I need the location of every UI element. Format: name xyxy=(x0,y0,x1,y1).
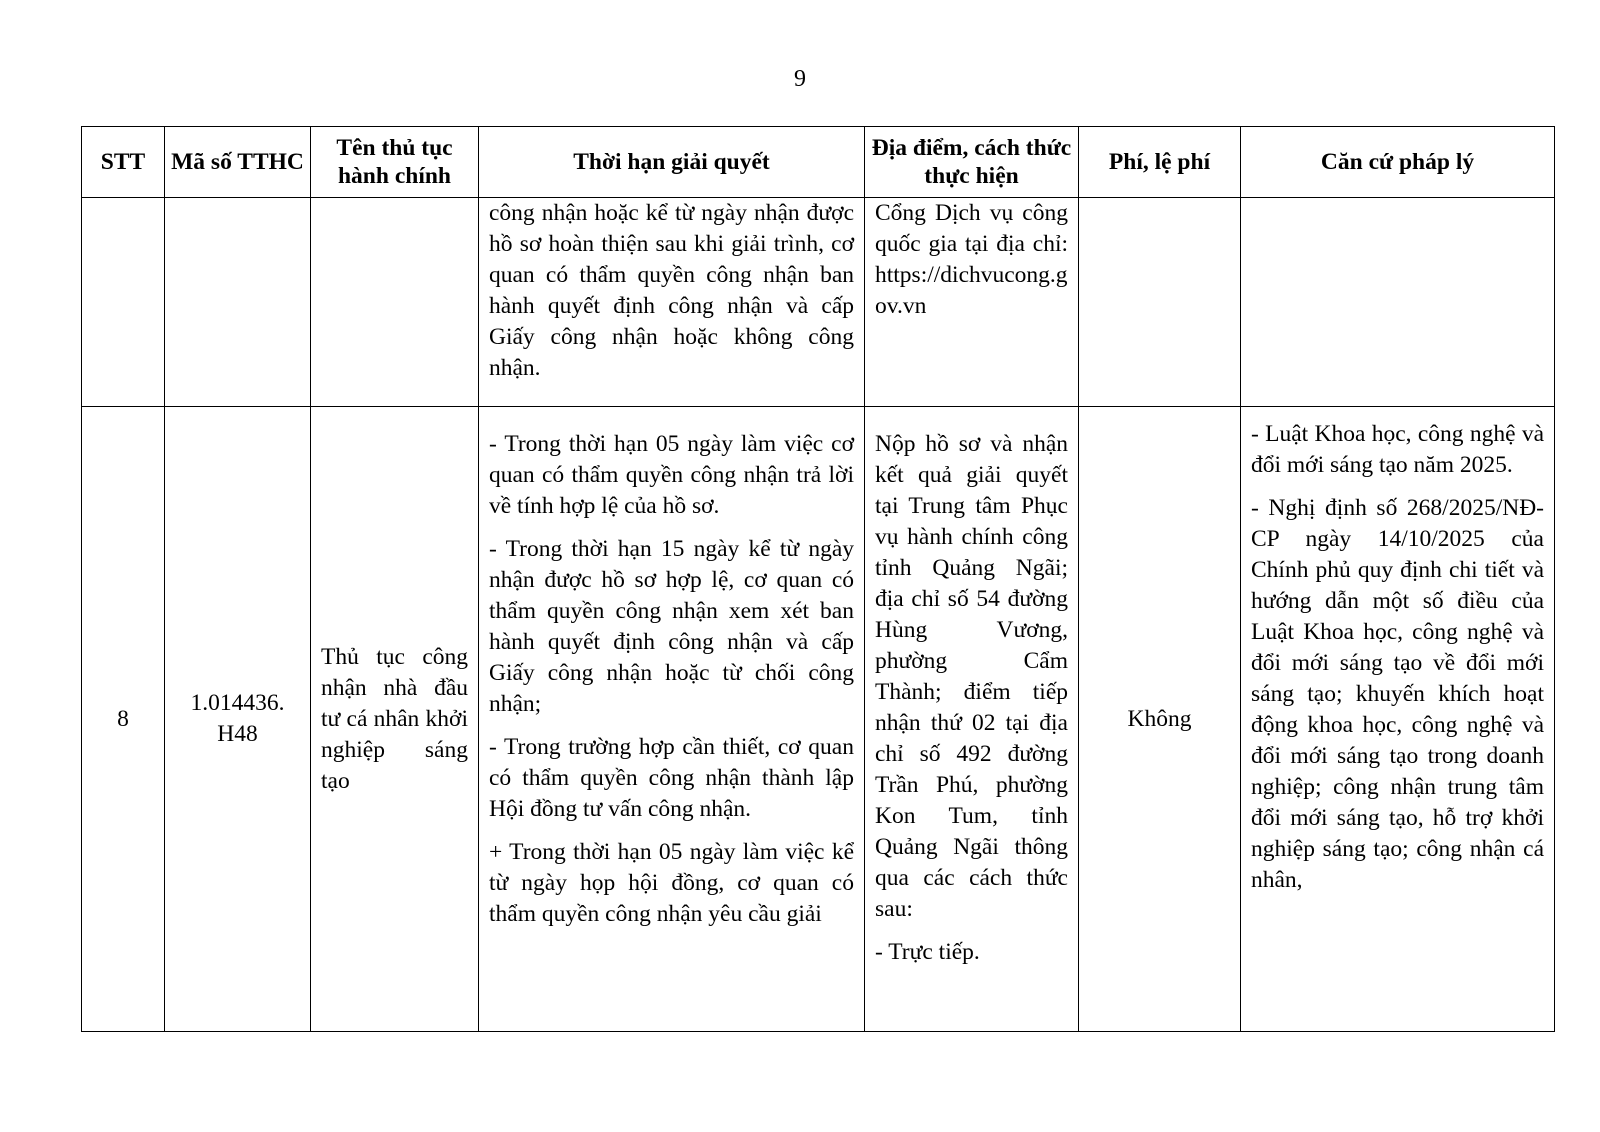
header-name: Tên thủ tục hành chính xyxy=(311,127,479,198)
cell-location: Cổng Dịch vụ công quốc gia tại địa chỉ: https://dichvucong.gov.vn xyxy=(865,198,1079,407)
header-stt: STT xyxy=(82,127,165,198)
cell-fee: Không xyxy=(1079,407,1241,1032)
cell-code xyxy=(165,198,311,407)
cell-code: 1.014436. H48 xyxy=(165,407,311,1032)
table-row-continued xyxy=(82,198,1555,407)
location-item: Nộp hồ sơ và nhận kết quả giải quyết tại Trung tâm Phục vụ hành chính công tỉnh Quảng Ngãi; địa chỉ số 54 đường Hùng Vương, phường Cẩm Thành; điểm tiếp nhận thứ 02 tại địa chỉ số 492 đường Trần Phú, phường Kon Tum, tỉnh Quảng Ngãi thông qua các cách thức sau: xyxy=(875,431,1068,922)
deadline-item: - Trong trường hợp cần thiết, cơ quan có thẩm quyền công nhận thành lập Hội đồng tư vấn công nhận. xyxy=(489,734,854,822)
legal-item: - Luật Khoa học, công nghệ và đổi mới sáng tạo năm 2025. xyxy=(1251,421,1544,478)
location-item: - Trực tiếp. xyxy=(875,939,980,965)
cell-location xyxy=(865,407,1079,1032)
deadline-item: - Trong thời hạn 15 ngày kể từ ngày nhận được hồ sơ hợp lệ, cơ quan có thẩm quyền công nhận xem xét ban hành quyết định công nhận và cấp Giấy công nhận hoặc từ chối công nhận; xyxy=(489,536,854,717)
table-header-row xyxy=(82,127,1555,198)
cell-deadline: công nhận hoặc kể từ ngày nhận được hồ sơ hoàn thiện sau khi giải trình, cơ quan có thẩm quyền công nhận ban hành quyết định công nhận và cấp Giấy công nhận hoặc không công nhận. xyxy=(479,198,865,407)
deadline-item: + Trong thời hạn 05 ngày làm việc kể từ ngày họp hội đồng, cơ quan có thẩm quyền công nhận yêu cầu giải xyxy=(489,839,854,927)
cell-stt: 8 xyxy=(82,407,165,1032)
cell-stt xyxy=(82,198,165,407)
cell-legal xyxy=(1241,198,1555,407)
legal-item: - Nghị định số 268/2025/NĐ-CP ngày 14/10/2025 của Chính phủ quy định chi tiết và hướng dẫn một số điều của Luật Khoa học, công nghệ và đổi mới sáng tạo về đổi mới sáng tạo; khuyến khích hoạt động khoa học, công nghệ và đổi mới sáng tạo trong doanh nghiệp; công nhận trung tâm đổi mới sáng tạo, hỗ trợ khởi nghiệp sáng tạo; công nhận cá nhân, xyxy=(1251,495,1544,893)
header-legal: Căn cứ pháp lý xyxy=(1241,127,1555,198)
cell-legal xyxy=(1241,407,1555,1032)
page-number: 9 xyxy=(794,66,806,92)
cell-name xyxy=(311,198,479,407)
procedures-table xyxy=(81,126,1555,1032)
header-deadline: Thời hạn giải quyết xyxy=(479,127,865,198)
header-location: Địa điểm, cách thức thực hiện xyxy=(865,127,1079,198)
header-fee: Phí, lệ phí xyxy=(1079,127,1241,198)
header-code: Mã số TTHC xyxy=(165,127,311,198)
cell-name: Thủ tục công nhận nhà đầu tư cá nhân khởi nghiệp sáng tạo xyxy=(311,407,479,1032)
table-row-8 xyxy=(82,407,1555,1032)
cell-fee xyxy=(1079,198,1241,407)
deadline-item: - Trong thời hạn 05 ngày làm việc cơ quan có thẩm quyền công nhận trả lời về tính hợp lệ của hồ sơ. xyxy=(489,431,854,519)
cell-deadline xyxy=(479,407,865,1032)
